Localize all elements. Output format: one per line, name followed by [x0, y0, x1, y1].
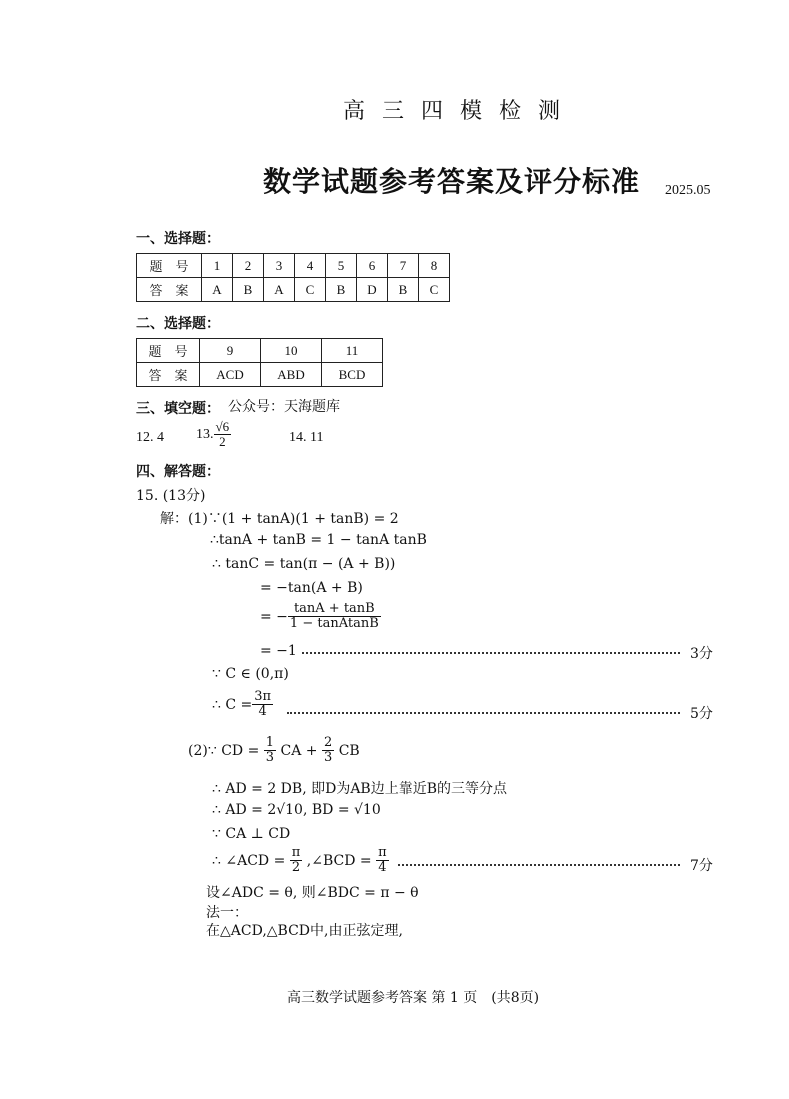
fraction: [376, 846, 389, 876]
answer-table-2: [136, 338, 383, 387]
table-row: [137, 339, 383, 363]
fraction: [288, 602, 381, 632]
table-cell: 3: [264, 254, 295, 278]
table-cell: C: [419, 278, 450, 302]
question-15-header: 15. (13分): [136, 488, 206, 504]
table-row: [137, 363, 383, 387]
table-cell: ABD: [261, 363, 322, 387]
numerator: tanA + tanB: [288, 602, 381, 617]
table-cell: A: [264, 278, 295, 302]
table-row: [137, 254, 450, 278]
solution-line: = −1: [260, 643, 297, 659]
denominator: 3: [323, 750, 333, 766]
table-cell: 7: [388, 254, 419, 278]
solution-line: ∵ CA ⊥ CD: [212, 826, 291, 842]
answer-table-1: [136, 253, 450, 302]
table-cell: D: [357, 278, 388, 302]
denominator: 2: [291, 860, 301, 876]
prefix: ∴ ∠ACD =: [212, 852, 286, 869]
suffix: CB: [338, 742, 360, 759]
table-cell: C: [295, 278, 326, 302]
fraction: [290, 846, 303, 876]
numerator: 3π: [254, 689, 272, 704]
solution-line: = −tan(A + B): [260, 580, 363, 596]
solution-line: [212, 690, 273, 720]
numerator: √6: [215, 419, 230, 434]
numerator: 1: [265, 735, 275, 750]
doc-date: 2025.05: [665, 183, 711, 198]
solution-line: 设∠ADC = θ, 则∠BDC = π − θ: [206, 885, 419, 901]
score-leader-dots: [287, 712, 680, 714]
score-label: 5分: [690, 706, 713, 722]
row-label: 答 案: [137, 363, 200, 387]
fraction: [322, 736, 334, 766]
q13-label: 13.: [196, 427, 214, 443]
denominator: 4: [378, 860, 387, 876]
table-cell: B: [326, 278, 357, 302]
prefix: ∴ C =: [212, 696, 253, 713]
score-label: 3分: [690, 646, 713, 662]
score-leader-dots: [302, 652, 680, 654]
table-cell: 5: [326, 254, 357, 278]
section4-heading: 四、解答题：: [136, 464, 220, 480]
section3-heading: 三、填空题：: [136, 401, 220, 417]
table-cell: BCD: [322, 363, 383, 387]
row-label: 答 案: [137, 278, 202, 302]
numerator: π: [378, 845, 387, 860]
answer-q12: 12. 4: [136, 430, 164, 445]
solution-line: 在△ACD,△BCD中,由正弦定理,: [206, 923, 403, 939]
score-label: 7分: [690, 858, 713, 874]
fraction: [214, 420, 232, 450]
solution-line: 法一：: [206, 905, 248, 921]
solution-line: ∴ tanC = tan(π − (A + B)): [212, 556, 396, 572]
fraction: [264, 736, 276, 766]
score-leader-dots: [398, 864, 680, 866]
row-label: 题 号: [137, 254, 202, 278]
page-footer: 高三数学试题参考答案 第 1 页 (共8页): [287, 990, 540, 1006]
table-cell: 4: [295, 254, 326, 278]
table-cell: 6: [357, 254, 388, 278]
prefix: (2)∵ CD =: [188, 742, 260, 759]
table-cell: 8: [419, 254, 450, 278]
table-cell: 11: [322, 339, 383, 363]
table-cell: 2: [233, 254, 264, 278]
table-row: [137, 278, 450, 302]
table-cell: A: [202, 278, 233, 302]
doc-title: 数学试题参考答案及评分标准: [263, 165, 641, 198]
watermark-text: 公众号：天海题库: [228, 399, 340, 415]
solution-line: ∴ AD = 2√10, BD = √10: [212, 802, 381, 818]
denominator: 2: [219, 434, 226, 450]
solution-line: ∴tanA + tanB = 1 − tanA tanB: [210, 532, 427, 548]
numerator: π: [291, 845, 301, 860]
denominator: 3: [265, 750, 275, 766]
solution-line: [260, 602, 381, 632]
solution-line: ∴ AD = 2 DB, 即D为AB边上靠近B的三等分点: [212, 781, 508, 797]
solution-line: [188, 736, 360, 766]
denominator: 1 − tanAtanB: [289, 616, 379, 632]
answer-q14: 14. 11: [289, 430, 324, 445]
solution-line: [212, 846, 389, 876]
solution-line: ∵ C ∈ (0,π): [212, 666, 289, 682]
solution-line: 解：(1)∵(1 + tanA)(1 + tanB) = 2: [160, 511, 399, 527]
section1-heading: 一、选择题：: [136, 231, 220, 247]
table-cell: 9: [200, 339, 261, 363]
middle: CA +: [280, 742, 318, 759]
answer-q13: [196, 420, 231, 450]
table-cell: 10: [261, 339, 322, 363]
row-label: 题 号: [137, 339, 200, 363]
section2-heading: 二、选择题：: [136, 316, 220, 332]
table-cell: B: [233, 278, 264, 302]
table-cell: B: [388, 278, 419, 302]
prefix: = −: [260, 608, 288, 625]
table-cell: 1: [202, 254, 233, 278]
middle: ,∠BCD =: [306, 852, 372, 869]
fraction: [252, 690, 273, 720]
numerator: 2: [323, 735, 333, 750]
table-cell: ACD: [200, 363, 261, 387]
school-title: 高 三 四 模 检 测: [343, 99, 565, 124]
denominator: 4: [258, 704, 267, 720]
